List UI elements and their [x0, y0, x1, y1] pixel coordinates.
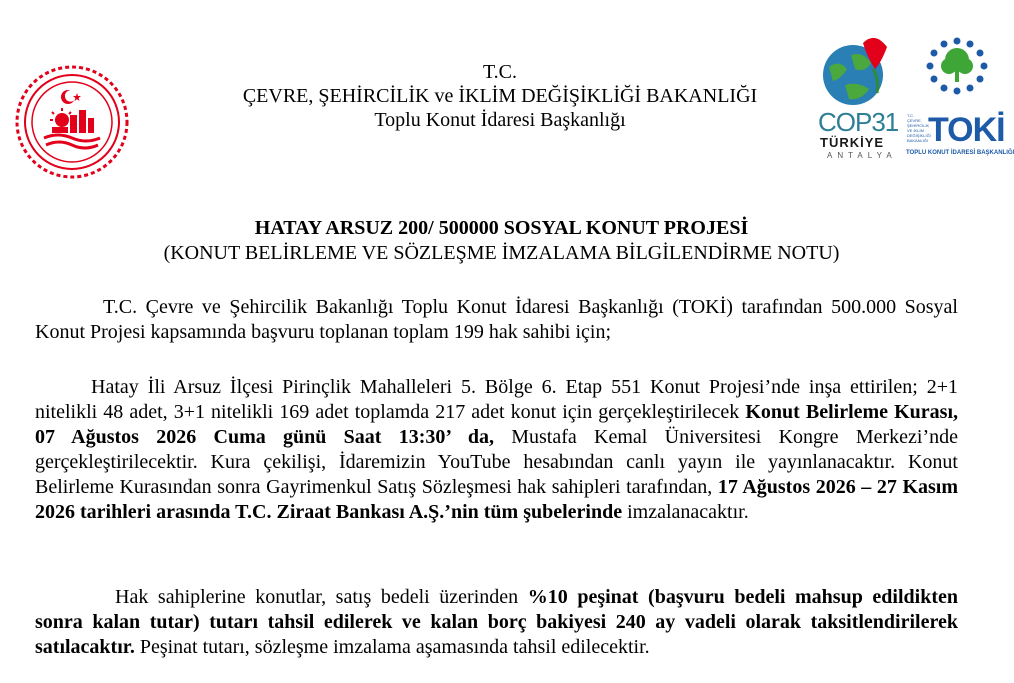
document-header: [140, 60, 860, 132]
project-subtitle: (KONUT BELİRLEME VE SÖZLEŞME İMZALAMA BİLGİLENDİRME NOTU): [163, 242, 840, 264]
header-ministry: ÇEVRE, ŞEHİRCİLİK ve İKLİM DEĞİŞİKLİĞİ BAKANLIĞI: [242, 85, 758, 107]
paragraph-lottery: [35, 375, 958, 525]
partner-logos: [815, 33, 1014, 163]
lottery-text-1: Hatay İli Arsuz İlçesi Pirinçlik Mahalleleri 5. Bölge 6. Etap 551 Konut Projesi’nde inşa ettirilen; 2+1 nitelikli 48 adet, 3+1 nitelikli 169 adet toplamda 217 adet konut için gerçekleştirilecek: [35, 376, 958, 423]
payment-text-1: Hak sahiplerine konutlar, satış bedeli üzerinden: [115, 586, 528, 608]
ministry-seal-icon: [8, 60, 136, 188]
payment-terms-bold: %10 peşinat (başvuru bedeli mahsup edildikten sonra kalan tutar) tutarı tahsil edilerek ve kalan borç bakiyesi 240 ay vadeli olarak taksitlendirilerek satılacaktır.: [35, 586, 958, 658]
toki-logo-text: TOKİ: [928, 111, 1005, 149]
header-institution: Toplu Konut İdaresi Başkanlığı: [374, 109, 626, 131]
cop31-country: TÜRKİYE: [820, 135, 885, 150]
payment-text-2: Peşinat tutarı, sözleşme imzalama aşamasında tahsil edilecektir.: [134, 636, 650, 658]
cop31-logo-text: COP31: [818, 107, 899, 137]
toki-tree-icon: [927, 38, 988, 95]
cop31-globe-icon: [815, 33, 1000, 113]
toki-subtitle: TOPLU KONUT İDARESİ BAŞKANLIĞI: [906, 150, 1014, 156]
lottery-text-3: imzalanacaktır.: [622, 501, 749, 523]
project-title: HATAY ARSUZ 200/ 500000 SOSYAL KONUT PROJESİ: [254, 217, 749, 239]
lottery-date-bold: Konut Belirleme Kurası, 07 Ağustos 2026 Cuma günü Saat 13:30’ da,: [35, 401, 959, 448]
paragraph-intro: T.C. Çevre ve Şehircilik Bakanlığı Toplu Konut İdaresi Başkanlığı (TOKİ) tarafından 500.000 Sosyal Konut Projesi kapsamında başvuru toplanan toplam 199 hak sahibi için;: [35, 296, 958, 343]
toki-ministry-small: T.C. ÇEVRE, ŞEHİRCİLİK VE İKLİM DEĞİŞİKLİĞİ BAKANLIĞI: [907, 113, 931, 143]
header-tc: T.C.: [482, 61, 518, 83]
lottery-text-2: Mustafa Kemal Üniversitesi Kongre Merkezi’nde gerçekleştirilecektir. Kura çekilişi, İdaremizin YouTube hesabından canlı yayın ile yayınlanacaktır. Konut Belirleme Kurasından sonra Gayrimenkul Satış Sözleşmesi hak sahipleri tarafından,: [35, 426, 958, 498]
document-title: [0, 216, 1003, 266]
paragraph-payment: [35, 585, 958, 660]
contract-dates-bold: 17 Ağustos 2026 – 27 Kasım 2026 tarihleri arasında T.C. Ziraat Bankası A.Ş.’nin tüm şubelerinde: [35, 476, 958, 523]
cop31-city: ANTALYA: [827, 151, 897, 160]
